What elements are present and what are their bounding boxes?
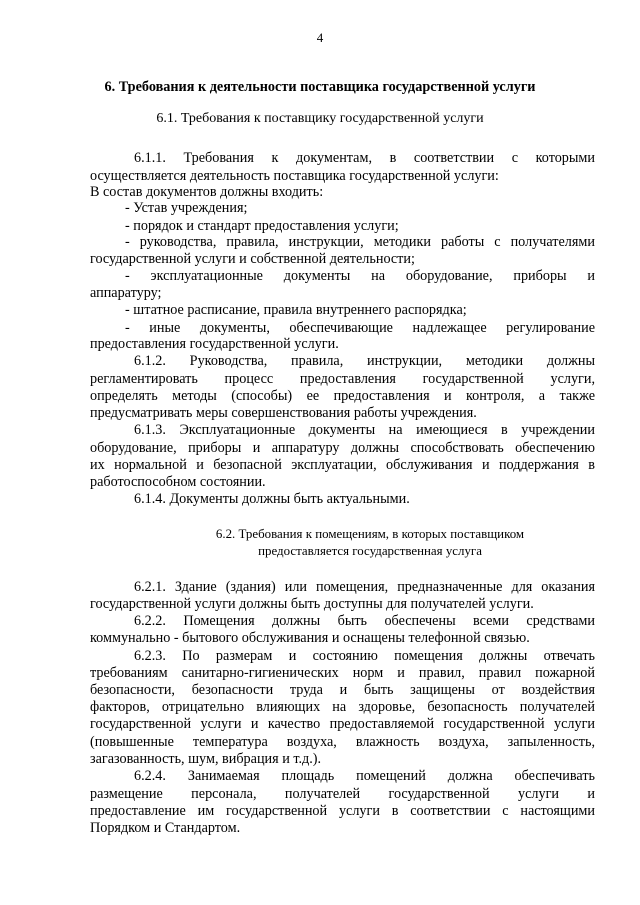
list-item-other-line-2: предоставления государственной услуги. (90, 336, 339, 352)
paragraph-6-1-2-line-3: определять методы (способы) ее предоставления и контроля, а также (90, 388, 595, 404)
paragraph-6-2-3-line-1: 6.2.3. По размерам и состоянию помещения должны отвечать (134, 648, 595, 664)
paragraph-6-1-4: 6.1.4. Документы должны быть актуальными. (134, 491, 410, 507)
paragraph-6-2-4-line-1: 6.2.4. Занимаемая площадь помещений должна обеспечивать (134, 768, 595, 784)
list-item-charter: - Устав учреждения; (125, 200, 248, 216)
paragraph-6-2-3-line-7: загазованность, шум, вибрация и т.д.). (90, 751, 322, 767)
paragraph-6-2-4-line-4: Порядком и Стандартом. (90, 820, 241, 836)
paragraph-6-2-3-line-5: государственной услуги и качество предоставляемой государственной услуги (90, 716, 595, 732)
page-number: 4 (316, 30, 324, 45)
paragraph-6-1-1-line-1: 6.1.1. Требования к документам, в соответствии с которыми (134, 150, 595, 166)
paragraph-6-2-4-line-3: предоставление им государственной услуги в соответствии с настоящими (90, 803, 595, 819)
subsection-6-2-title-line-1: 6.2. Требования к помещениям, в которых поставщиком (215, 526, 525, 541)
paragraph-6-1-3-line-4: работоспособном состоянии. (90, 474, 266, 490)
section-title: 6. Требования к деятельности поставщика государственной услуги (104, 79, 536, 95)
list-item-operational-line-1: - эксплуатационные документы на оборудование, приборы и (125, 268, 595, 284)
list-item-operational-line-2: аппаратуру; (90, 285, 162, 301)
paragraph-6-1-1-line-2: осуществляется деятельность поставщика государственной услуги: (90, 168, 499, 184)
paragraph-6-2-4-line-2: размещение персонала, получателей государственной услуги и (90, 786, 595, 802)
paragraph-6-1-1-line-3: В состав документов должны входить: (90, 184, 324, 200)
paragraph-6-2-3-line-4: факторов, отрицательно влияющих на здоровье, безопасность получателей (90, 699, 595, 715)
paragraph-6-2-3-line-2: требованиям санитарно-гигиенических норм и правил, правил пожарной (90, 665, 595, 681)
paragraph-6-2-2-line-1: 6.2.2. Помещения должны быть обеспечены всеми средствами (134, 613, 595, 629)
paragraph-6-2-1-line-2: государственной услуги должны быть доступны для получателей услуги. (90, 596, 534, 612)
paragraph-6-2-2-line-2: коммунально - бытового обслуживания и оснащены телефонной связью. (90, 630, 530, 646)
list-item-staffing: - штатное расписание, правила внутреннего распорядка; (125, 302, 467, 318)
paragraph-6-1-2-line-1: 6.1.2. Руководства, правила, инструкции, методики должны (134, 353, 595, 369)
subsection-6-2-title-line-2: предоставляется государственная услуга (258, 543, 482, 558)
paragraph-6-1-2-line-2: регламентировать процесс предоставления государственной услуги, (90, 371, 595, 387)
paragraph-6-2-3-line-3: безопасности, безопасности труда и быть защищены от воздействия (90, 682, 595, 698)
paragraph-6-1-2-line-4: предусматривать меры совершенствования работы учреждения. (90, 405, 477, 421)
paragraph-6-1-3-line-1: 6.1.3. Эксплуатационные документы на имеющиеся в учреждении (134, 422, 595, 438)
list-item-guides-line-2: государственной услуги и собственной деятельности; (90, 251, 415, 267)
list-item-other-line-1: - иные документы, обеспечивающие надлежащее регулирование (125, 320, 595, 336)
subsection-6-1-title: 6.1. Требования к поставщику государственной услуги (156, 111, 484, 126)
paragraph-6-1-3-line-2: оборудование, приборы и аппаратуру должны способствовать обеспечению (90, 440, 595, 456)
paragraph-6-2-1-line-1: 6.2.1. Здание (здания) или помещения, предназначенные для оказания (134, 579, 595, 595)
list-item-procedure: - порядок и стандарт предоставления услуги; (125, 218, 399, 234)
paragraph-6-1-3-line-3: их нормальной и безопасной эксплуатации, обслуживания и поддержания в (90, 457, 595, 473)
list-item-guides-line-1: - руководства, правила, инструкции, методики работы с получателями (125, 234, 595, 250)
paragraph-6-2-3-line-6: (повышенные температура воздуха, влажность воздуха, запыленность, (90, 734, 595, 750)
